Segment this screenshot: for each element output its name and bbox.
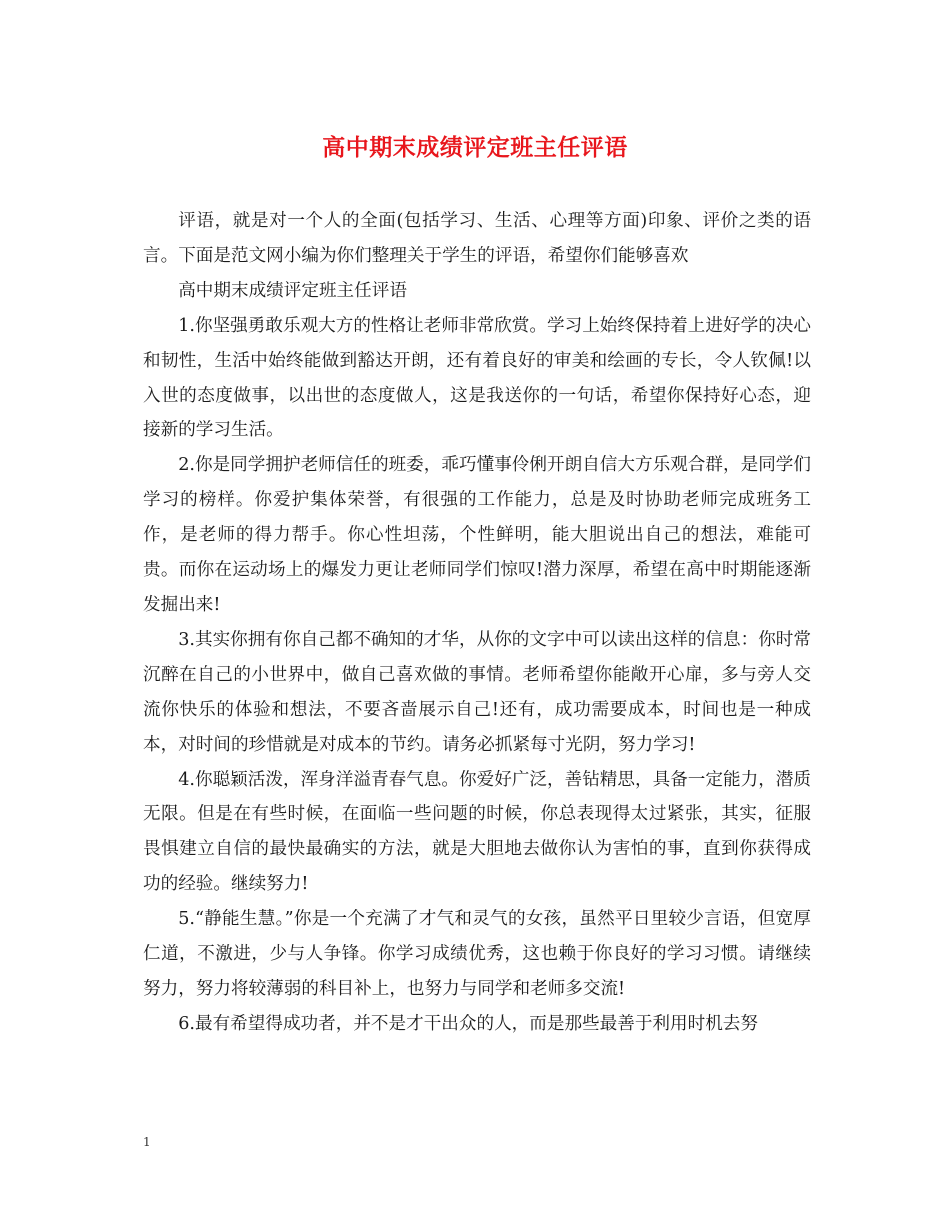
section-heading: 高中期末成绩评定班主任评语	[178, 280, 407, 301]
comment-paragraph-6: 6.最有希望得成功者，并不是才干出众的人，而是那些最善于利用时机去努	[178, 1013, 758, 1034]
intro-paragraph: 评语，就是对一个人的全面(包括学习、生活、心理等方面)印象、评价之类的语言。下面是范文网小编为你们整理关于学生的评语，希望你们能够喜欢	[143, 211, 811, 266]
document-title: 高中期末成绩评定班主任评语	[322, 134, 628, 161]
page-number: 1	[143, 1135, 151, 1149]
comment-paragraph-3: 3.其实你拥有你自己都不确知的才华，从你的文字中可以读出这样的信息：你时常沉醉在自己的小世界中，做自己喜欢做的事情。老师希望你能敞开心扉，多与旁人交流你快乐的体验和想法，不要吝啬展示自己!还有，成功需要成本，时间也是一种成本，对时间的珍惜就是对成本的节约。请务必抓紧每寸光阴，努力学习!	[143, 629, 811, 755]
comment-paragraph-1: 1.你坚强勇敢乐观大方的性格让老师非常欣赏。学习上始终保持着上进好学的决心和韧性，生活中始终能做到豁达开朗，还有着良好的审美和绘画的专长，令人钦佩!以入世的态度做事，以出世的态度做人，这是我送你的一句话，希望你保持好心态，迎接新的学习生活。	[143, 315, 811, 441]
comment-paragraph-4: 4.你聪颖活泼，浑身洋溢青春气息。你爱好广泛，善钻精思，具备一定能力，潜质无限。但是在有些时候，在面临一些问题的时候，你总表现得太过紧张，其实，征服畏惧建立自信的最快最确实的方法，就是大胆地去做你认为害怕的事，直到你获得成功的经验。继续努力!	[143, 769, 811, 895]
document-body	[143, 204, 811, 1042]
comment-paragraph-5: 5.“静能生慧。”你是一个充满了才气和灵气的女孩，虽然平日里较少言语，但宽厚仁道，不激进，少与人争锋。你学习成绩优秀，这也赖于你良好的学习习惯。请继续努力，努力将较薄弱的科目补上，也努力与同学和老师多交流!	[143, 909, 811, 999]
comment-paragraph-2: 2.你是同学拥护老师信任的班委，乖巧懂事伶俐开朗自信大方乐观合群，是同学们学习的榜样。你爱护集体荣誉，有很强的工作能力，总是及时协助老师完成班务工作，是老师的得力帮手。你心性坦荡，个性鲜明，能大胆说出自己的想法，难能可贵。而你在运动场上的爆发力更让老师同学们惊叹!潜力深厚，希望在高中时期能逐渐发掘出来!	[143, 455, 811, 615]
